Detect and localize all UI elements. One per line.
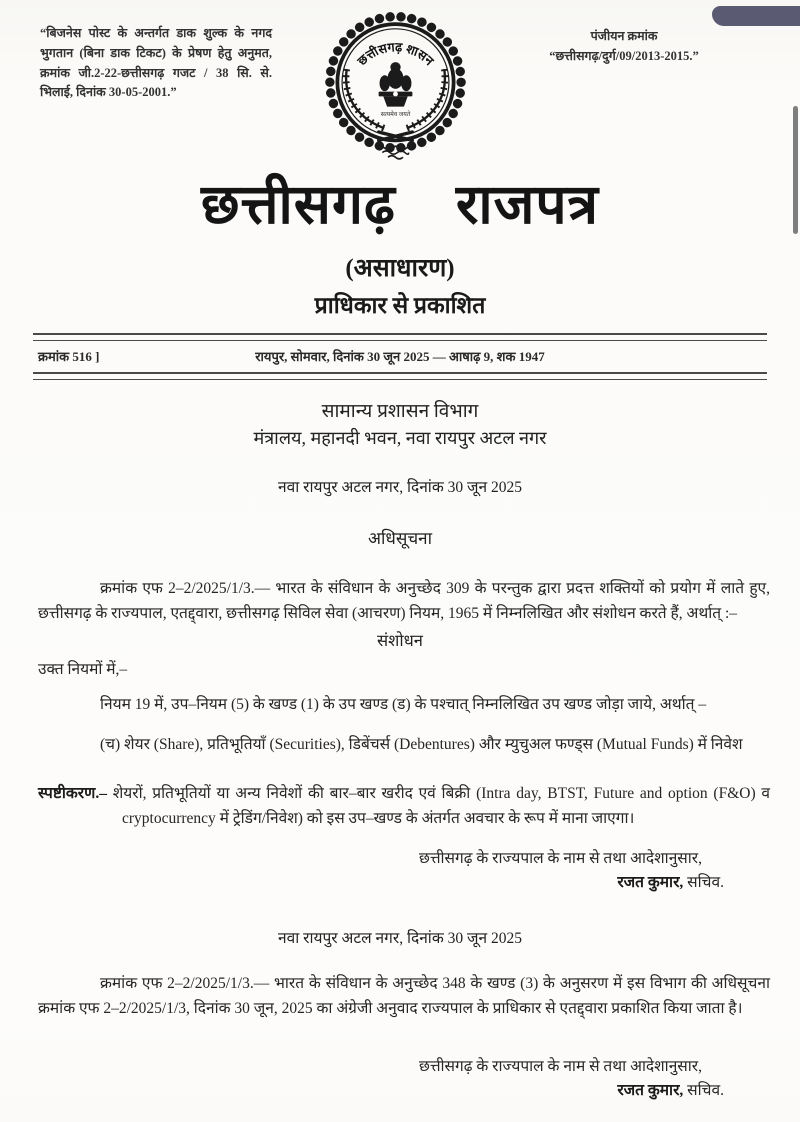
chhattisgarh-state-emblem-icon (321, 6, 471, 171)
order-by-line-1: छत्तीसगढ़ के राज्यपाल के नाम से तथा आदेशानुसार, (418, 850, 702, 868)
place-date-line-1: नवा रायपुर अटल नगर, दिनांक 30 जून 2025 (278, 478, 522, 496)
order-by-line-2: छत्तीसगढ़ के राज्यपाल के नाम से तथा आदेशानुसार, (418, 1057, 702, 1075)
emblem-arc-text: छत्तीसगढ़ शासन (354, 40, 437, 69)
gazette-title (0, 176, 800, 234)
registration-number: “छत्तीसगढ़/दुर्ग/09/2013-2015.” (549, 49, 699, 63)
masthead (0, 0, 800, 168)
registration-label: पंजीयन क्रमांक (590, 29, 658, 43)
ashoka-lion-capital (379, 62, 413, 107)
gazette-title-word2: राजपत्र (455, 174, 600, 235)
notification-paragraph-1: क्रमांक एफ 2–2/2025/1/3.— भारत के संविधान के अनुच्छेद 309 के परन्तुक द्वारा प्रदत्त शक्तियों को प्रयोग में लाते हुए, छत्तीसगढ़ के राज्यपाल, एतद्द्वारा, छत्तीसगढ़ सिविल सेवा (आचरण) नियम, 1965 में निम्नलिखित और संशोधन करते हैं, अर्थात् :– (38, 579, 770, 622)
signatory-role-2: सचिव. (687, 1081, 724, 1099)
emblem-motto: सत्यमेव जयते (380, 112, 411, 119)
department-address: मंत्रालय, महानदी भवन, नवा रायपुर अटल नगर (253, 427, 547, 448)
edition-type: (असाधारण) (345, 254, 455, 282)
issue-dateline: रायपुर, सोमवार, दिनांक 30 जून 2025 — आषाढ़ 9, शक 1947 (255, 348, 545, 364)
notification-heading: अधिसूचना (368, 528, 432, 548)
rule-19-paragraph: नियम 19 में, उप–नियम (5) के खण्ड (1) के उप खण्ड (ड) के पश्चात् निम्नलिखित उप खण्ड जोड़ा जाये, अर्थात् – (100, 696, 707, 714)
inserted-clause: (च) शेयर (Share), प्रतिभूतियाँ (Securities), डिबेंचर्स (Debentures) और म्युचुअल फण्ड्स (Mutual Funds) में निवेश (100, 735, 743, 753)
issue-bar (35, 341, 765, 372)
signatory-name-1: रजत कुमार, (617, 874, 684, 892)
explanation-text: शेयरों, प्रतिभूतियों या अन्य निवेशों की बार–बार खरीद एवं बिक्री (Intra day, BTST, Future and option (F&O) व cryptocurrency में ट्रेडिंग/निवेश) को इस उप–खण्ड के अंतर्गत अवचार के रूप में माना जाएगा। (112, 784, 770, 827)
signatory-name-2: रजत कुमार, (617, 1081, 684, 1099)
double-rule-top (33, 333, 767, 341)
postal-permission-note: “बिजनेस पोस्ट के अन्तर्गत डाक शुल्क के नगद भुगतान (बिना डाक टिकट) के प्रेषण हेतु अनुमत, क्रमांक जी.2-22-छत्तीसगढ़ गजट / 38 सि. से. भिलाई, दिनांक 30-05-2001.” (40, 26, 272, 100)
signature-block-1 (0, 870, 800, 892)
signature-block-2 (0, 1078, 800, 1100)
place-date-line-2: नवा रायपुर अटल नगर, दिनांक 30 जून 2025 (278, 930, 522, 948)
registration-block (496, 26, 752, 66)
gazette-title-word1: छत्तीसगढ़ (200, 174, 396, 235)
double-rule-bottom (33, 372, 767, 380)
chakra-icon (393, 92, 398, 97)
explanation-paragraph (38, 782, 770, 832)
amendment-heading: संशोधन (377, 631, 423, 651)
explanation-label: स्पष्टीकरण.– (38, 784, 107, 802)
signatory-role-1: सचिव. (687, 874, 724, 892)
department-name: सामान्य प्रशासन विभाग (321, 400, 479, 422)
issue-serial-number: क्रमांक 516 ] (38, 348, 100, 364)
translation-paragraph: क्रमांक एफ 2–2/2025/1/3.— भारत के संविधान के अनुच्छेद 348 के खण्ड (3) के अनुसरण में इस विभाग की अधिसूचना क्रमांक एफ 2–2/2025/1/3, दिनांक 30 जून, 2025 का अंग्रेजी अनुवाद राज्यपाल के प्राधिकार से एतद्द्वारा प्रकाशित किया जाता है। (38, 975, 770, 1018)
in-rules-line: उक्त नियमों में,– (38, 661, 128, 679)
publication-authority: प्राधिकार से प्रकाशित (314, 292, 486, 318)
